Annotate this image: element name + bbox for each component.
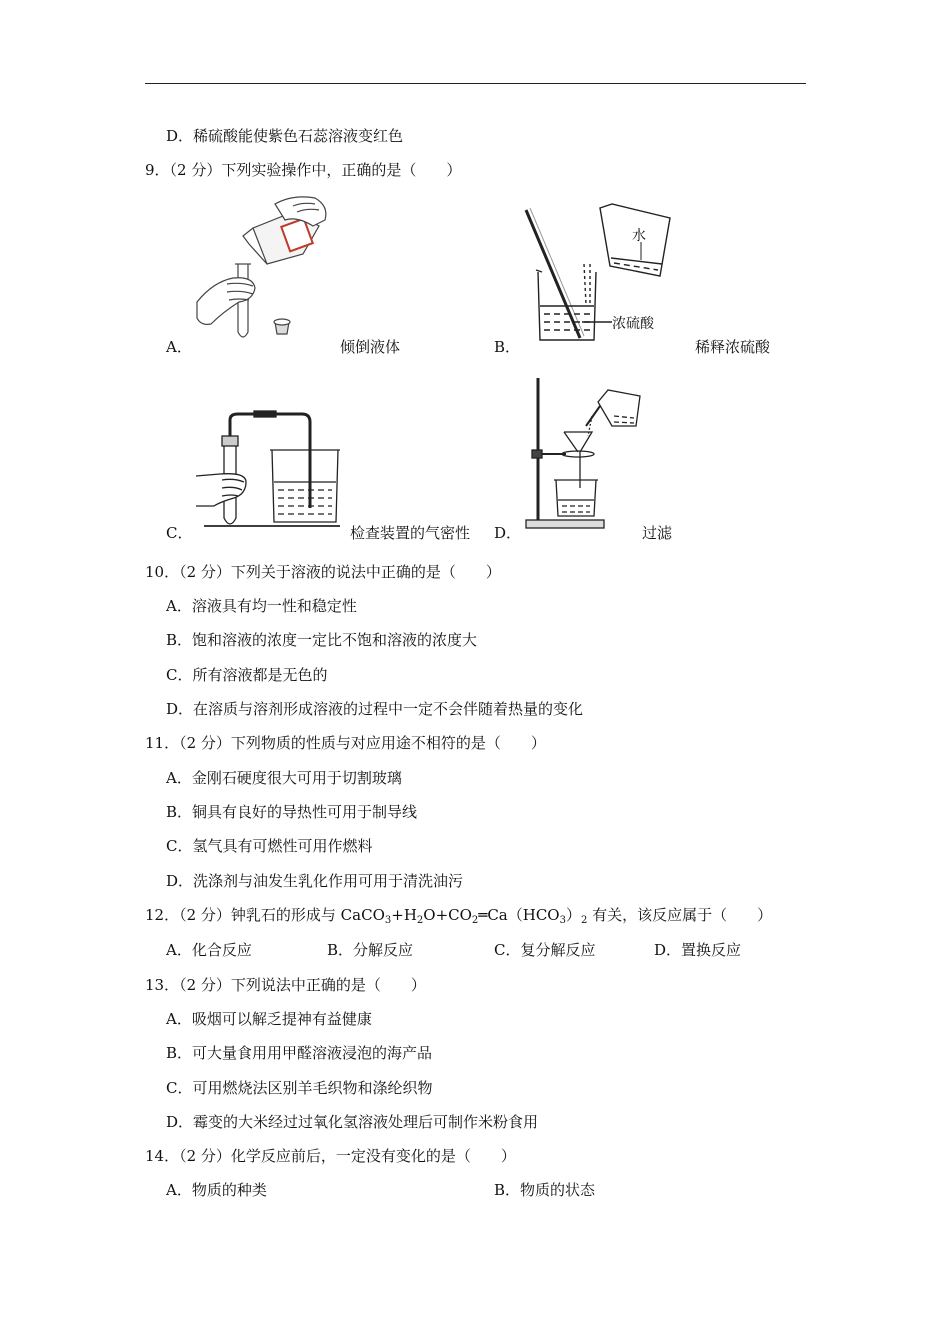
q14-stem: 14．（2 分）化学反应前后，一定没有变化的是（ ） [145,1147,516,1165]
q10-stem: 10．（2 分）下列关于溶液的说法中正确的是（ ） [145,563,501,581]
conc-acid-label: 浓硫酸 [612,316,654,332]
airtightness-figure [190,410,345,530]
q12-option-b: B．分解反应 [327,941,414,959]
q13-option-d: D．霉变的大米经过过氧化氢溶液处理后可制作米粉食用 [166,1113,539,1131]
q9-option-c-caption: 检查装置的气密性 [350,524,471,542]
q10-option-d: D．在溶质与溶剂形成溶液的过程中一定不会伴随着热量的变化 [166,700,584,718]
q10-option-c: C．所有溶液都是无色的 [166,666,328,684]
water-label: 水 [632,228,646,244]
q11-option-b: B．铜具有良好的导热性可用于制导线 [166,803,418,821]
q13-stem: 13．（2 分）下列说法中正确的是（ ） [145,976,426,994]
q9-option-a-caption: 倾倒液体 [340,338,401,356]
q14-option-b: B．物质的状态 [494,1181,596,1199]
dilute-acid-figure [516,200,676,345]
q9-option-d-caption: 过滤 [642,524,673,542]
pouring-liquid-figure [193,192,333,344]
q9-option-a-letter: A． [166,338,192,356]
q14-option-a: A．物质的种类 [166,1181,267,1199]
filtration-figure [520,376,645,532]
q13-option-c: C．可用燃烧法区别羊毛织物和涤纶织物 [166,1079,433,1097]
header-rule [145,83,806,84]
q11-option-d: D．洗涤剂与油发生乳化作用可用于清洗油污 [166,872,464,890]
q11-option-a: A．金刚石硬度很大可用于切割玻璃 [166,769,402,787]
q10-option-a: A．溶液具有均一性和稳定性 [166,597,357,615]
q12-option-c: C．复分解反应 [494,941,596,959]
q13-option-b: B．可大量食用用甲醛溶液浸泡的海产品 [166,1044,433,1062]
q12-option-d: D．置换反应 [654,941,742,959]
q9-stem: 9．（2 分）下列实验操作中，正确的是（ ） [145,161,462,179]
q9-option-b-letter: B． [494,338,521,356]
q13-option-a: A．吸烟可以解乏提神有益健康 [166,1010,372,1028]
q8-option-d: D．稀硫酸能使紫色石蕊溶液变红色 [166,127,404,145]
q11-option-c: C．氢气具有可燃性可用作燃料 [166,837,373,855]
q10-option-b: B．饱和溶液的浓度一定比不饱和溶液的浓度大 [166,631,478,649]
q9-option-c-letter: C． [166,524,193,542]
q12-stem: 12．（2 分）钟乳石的形成与 $CaCO_3+H_2O+CO_2═Ca(HCO_3)_2$ 有关，该反应属于（ ） [145,906,773,926]
q11-stem: 11．（2 分）下列物质的性质与对应用途不相符的是（ ） [145,734,546,752]
q12-option-a: A．化合反应 [166,941,252,959]
q9-option-d-letter: D． [494,524,522,542]
q9-option-b-caption: 稀释浓硫酸 [695,338,771,356]
